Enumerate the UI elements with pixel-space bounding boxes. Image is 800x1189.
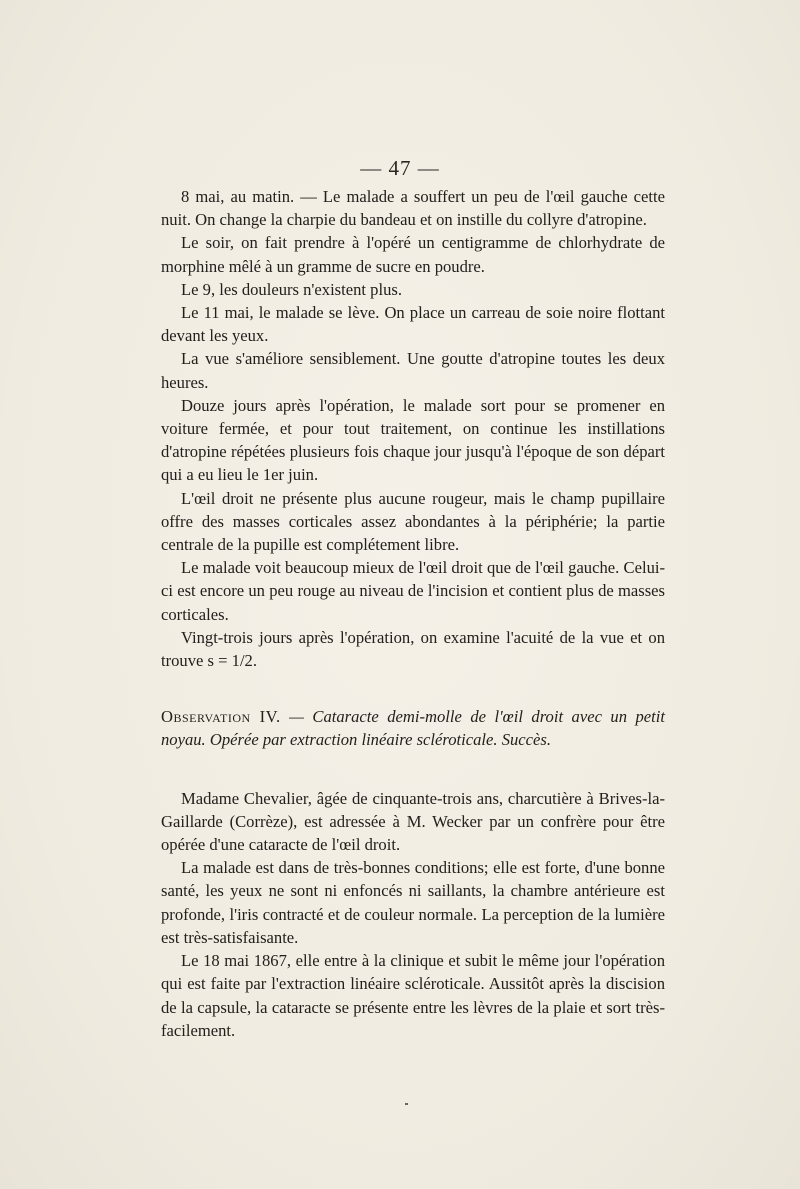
paragraph: La malade est dans de très-bonnes conditions; elle est forte, d'une bonne santé, les yeux ne sont ni enfoncés ni saillants, la chambre antérieure est profonde, l'iris contracté et de couleur normale. La perception de la lumière est très-satisfaisante. (161, 858, 665, 947)
paragraph: Le malade voit beaucoup mieux de l'œil droit que de l'œil gauche. Celui-ci est encore un peu rouge au niveau de l'incision et contient plus de masses corticales. (161, 558, 665, 624)
paragraph: Le 18 mai 1867, elle entre à la clinique et subit le même jour l'opération qui est faite par l'extraction linéaire scléroticale. Aussitôt après la discision de la capsule, la cataracte se présente entre les lèvres de la plaie et sort très-facilement. (161, 951, 665, 1040)
paragraph: Le soir, on fait prendre à l'opéré un centigramme de chlorhydrate de morphine mêlé à un gramme de sucre en poudre. (161, 233, 665, 276)
observation-heading (161, 705, 665, 751)
paragraph: Le 9, les douleurs n'existent plus. (181, 279, 402, 299)
observation-title: — Cataracte demi-molle de l'œil droit avec un petit noyau. Opérée par extraction linéaire scléroticale. Succès. (161, 707, 665, 750)
paragraph: Douze jours après l'opération, le malade sort pour se promener en voiture fermée, et pour tout traitement, on continue les instillations d'atropine répétées plusieurs fois chaque jour jusqu'à l'époque de son départ qui a eu lieu le 1er juin. (161, 395, 665, 485)
paragraph: Madame Chevalier, âgée de cinquante-trois ans, charcutière à Brives-la-Gaillarde (Corrèze), est adressée à M. Wecker par un confrère pour être opérée d'une cataracte de l'œil droit. (161, 788, 665, 855)
paragraph: Le 11 mai, le malade se lève. On place un carreau de soie noire flottant devant les yeux. (161, 303, 665, 346)
paragraph: 8 mai, au matin. — Le malade a souffert un peu de l'œil gauche cette nuit. On change la charpie du bandeau et on instille du collyre d'atropine. (161, 187, 665, 230)
body-text (161, 185, 665, 1042)
paragraph: L'œil droit ne présente plus aucune rougeur, mais le champ pupillaire offre des masses corticales assez abondantes à la périphérie; la partie centrale de la pupille est complétement libre. (161, 488, 665, 555)
speck-mark (405, 1103, 408, 1105)
page-number: — 47 — (360, 156, 440, 180)
paragraph: La vue s'améliore sensiblement. Une goutte d'atropine toutes les deux heures. (161, 349, 665, 392)
paragraph: Vingt-trois jours après l'opération, on examine l'acuité de la vue et on trouve s = 1/2. (161, 627, 665, 671)
observation-label: Observation IV. (161, 707, 281, 727)
